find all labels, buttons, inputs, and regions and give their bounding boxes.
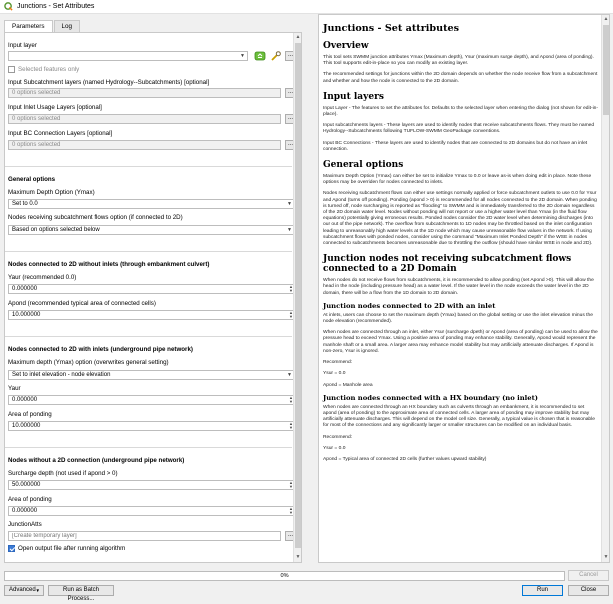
help-paragraph: Apond = Manhole area: [323, 382, 373, 388]
subcatchment-flows-value: Based on options selected below: [12, 227, 100, 233]
section-divider: [5, 251, 292, 252]
tab-bar: [4, 20, 81, 32]
bc-connection-label: Input BC Connection Layers [optional]: [8, 130, 113, 137]
junction-atts-label: JunctionAtts: [8, 521, 42, 528]
parameters-panel: [4, 32, 302, 563]
spin-arrows-icon[interactable]: ▲ ▼: [289, 310, 293, 319]
help-paragraph: Input BC Connections - These layers are used to identify nodes that are connected to 2D domains but do not have an inlet connection.: [323, 140, 588, 152]
spin-arrows-icon[interactable]: ▲ ▼: [289, 284, 293, 293]
scroll-up-icon[interactable]: ▲: [295, 34, 301, 40]
help-paragraph: Input subcatchments layers - These layers are used to identify nodes that receive subcatchments flows. They must be named Hydrology--Subcatchments following TUFLOW-SWMM GeoPackage conventions.: [323, 123, 595, 135]
no-2d-area-spinbox[interactable]: [8, 506, 295, 516]
subcatchments-field[interactable]: 0 options selected: [8, 88, 281, 98]
title-bar: [0, 0, 613, 14]
batch-process-button[interactable]: Run as Batch Process...: [48, 585, 114, 596]
help-heading: Overview: [323, 41, 369, 51]
with-inlets-yaur-value: 0.000000: [12, 397, 38, 403]
help-content: [323, 19, 599, 468]
with-inlets-area-spinbox[interactable]: [8, 421, 295, 431]
no-2d-area-value: 0.000000: [12, 508, 38, 514]
help-paragraph: Ysur = 0.0: [323, 371, 346, 377]
chevron-down-icon: ▼: [287, 227, 292, 233]
section-divider: [5, 447, 292, 448]
iterate-icon[interactable]: [254, 51, 266, 61]
help-paragraph: At inlets, users can choose to set the maximum depth (Ymax) based on the global setting or use the inlet elevation minus the node elevation (recommended).: [323, 312, 593, 325]
subcatchment-flows-combo[interactable]: [8, 225, 295, 235]
help-paragraph: The recommended settings for junctions within the 2D domain depends on whether the node receive flow from a subcatchment and whether and how the node is connected to the 2D domain.: [323, 72, 598, 84]
surcharge-value: 50.000000: [12, 482, 41, 488]
subcatchments-label: Input Subcatchment layers (named Hydrology--Subcatchments) [optional]: [8, 79, 210, 86]
help-paragraph: This tool sets SWMM junction attributes Ymax (Maximum depth), Ysur (maximum surge depth), and Apond (area of ponding). This tool supports edit-in-place so you can modify an existing layer.: [323, 55, 594, 67]
surcharge-label: Surcharge depth (not used if apond > 0): [8, 470, 118, 477]
input-layer-label: Input layer: [8, 42, 37, 49]
scroll-up-icon[interactable]: ▲: [603, 16, 609, 22]
no-inlets-yaur-spinbox[interactable]: [8, 284, 295, 294]
chevron-down-icon: ▼: [287, 372, 292, 378]
tab-parameters[interactable]: Parameters: [4, 20, 53, 33]
help-paragraph: Nodes receiving subcatchment flows can either use settings normally applied or force subcatchment outlets to use 0.0 for Ysur and Apond (turns off ponding). Ponding (apond > 0) is recommended for all nodes connected to the 2D domain. When ponding is turned off, node surcharging is reported as "flooding" to SWMM and is immediately transferred to the 2D domain regardless of the 2D domain water level. Nodes without ponding will not report or use a higher water level than Ymax (in the fluid flow equations) potentially giving erroneous results. Ponded nodes consider the 2D water level when determining discharges (into our out of the pipe network). The overflow from subcatchments to 1D nodes may be throttled based on the inlet configuration leading to unreasonably high water levels at the 1D node which may cause unreasonable flow values in the network. If using subcatchment flows with ponded nodes, consider using the command "Maximum Inlet Ponded Depth" if the WSE in nodes connected to subcatchments becomes unreasonable due to throttling the outflow (should have similar WSE in node and 2D).: [323, 191, 597, 247]
with-inlets-area-label: Area of ponding: [8, 411, 52, 418]
spin-arrows-icon[interactable]: ▲ ▼: [289, 395, 293, 404]
max-depth-option-combo[interactable]: [8, 199, 295, 209]
advanced-button[interactable]: [4, 585, 44, 596]
spin-arrows-icon[interactable]: ▲ ▼: [289, 506, 293, 515]
max-depth-option-label: Maximum Depth Option (Ymax): [8, 189, 95, 196]
close-button[interactable]: Close: [568, 585, 609, 596]
with-inlets-max-depth-value: Set to inlet elevation - node elevation: [12, 372, 111, 378]
window-title: Junctions - Set Attributes: [17, 3, 95, 10]
qgis-logo-icon: [4, 2, 13, 11]
help-heading: General options: [323, 160, 404, 171]
scroll-down-icon[interactable]: ▼: [295, 554, 301, 560]
no-inlets-yaur-label: Yaur (recommended 0.0): [8, 274, 77, 281]
with-inlets-max-depth-combo[interactable]: [8, 370, 295, 380]
with-inlets-heading: Nodes connected to 2D with inlets (underground pipe network): [8, 346, 193, 353]
input-layer-combo[interactable]: [8, 51, 248, 61]
parameters-scrollbar[interactable]: [293, 33, 301, 562]
section-divider: [5, 336, 292, 337]
help-paragraph: Maximum Depth Option (Ymax) can either be set to initialize Ymax to 0.0 or leave as-is when doing edit in place. Note these options may be overriden for nodes connected to inlets.: [323, 174, 592, 186]
advanced-label: Advanced: [9, 587, 36, 593]
run-button[interactable]: Run: [522, 585, 563, 596]
help-sections: [323, 41, 599, 463]
with-inlets-yaur-spinbox[interactable]: [8, 395, 295, 405]
subcatchment-flows-label: Nodes receiving subcatchment flows option (if connected to 2D): [8, 214, 183, 221]
no-inlets-apond-spinbox[interactable]: [8, 310, 295, 320]
help-heading: Junction nodes connected to 2D with an inlet: [323, 301, 496, 310]
with-inlets-max-depth-label: Maximum depth (Ymax) option (overwrites general setting): [8, 359, 169, 366]
no-inlets-heading: Nodes connected to 2D without inlets (through embankment culvert): [8, 261, 210, 268]
cancel-button[interactable]: Cancel: [568, 570, 609, 581]
help-paragraph: When nodes do not receive flows from subcatchments, it is recommended to allow ponding (set Apond >0). This will allow the head in the node (including pressure head) as a water level. If the water level in the node exceeds the water level in the 2D domain, there will be a flow from the 1D domain to 2D domain.: [323, 278, 594, 296]
no-inlets-apond-label: Apond (recommended typical area of connected cells): [8, 300, 156, 307]
help-paragraph: Ysur = 0.0: [323, 445, 346, 451]
inlet-usage-label: Input Inlet Usage Layers [optional]: [8, 104, 102, 111]
help-heading: Junction nodes not receiving subcatchment flows connected to a 2D Domain: [323, 254, 572, 275]
selected-only-label: Selected features only: [18, 66, 80, 73]
no-2d-heading: Nodes without a 2D connection (underground pipe network): [8, 457, 185, 464]
subcatchments-browse-button[interactable]: ...: [285, 88, 296, 98]
inlet-usage-field[interactable]: 0 options selected: [8, 114, 281, 124]
wrench-icon[interactable]: [270, 51, 282, 61]
chevron-down-icon: ▼: [240, 53, 245, 59]
open-output-label: Open output file after running algorithm: [18, 545, 126, 552]
spin-arrows-icon[interactable]: ▲ ▼: [289, 421, 293, 430]
spin-arrows-icon[interactable]: ▲ ▼: [289, 480, 293, 489]
with-inlets-area-value: 10.000000: [12, 423, 41, 429]
bc-connection-field[interactable]: 0 options selected: [8, 140, 281, 150]
general-options-heading: General options: [8, 176, 56, 183]
bc-connection-browse-button[interactable]: ...: [285, 140, 296, 150]
no-inlets-yaur-value: 0.000000: [12, 286, 38, 292]
scroll-down-icon[interactable]: ▼: [603, 554, 609, 560]
inlet-usage-browse-button[interactable]: ...: [285, 114, 296, 124]
help-paragraph: When nodes are connected through an HX boundary such as culverts through an embankment, it is recommended to set apond (area of ponding) to the approximate area of connected cells. A larger area of ponding may improve stability but may artificially attenuate discharges. This will depend on the model cell size. Generally, a typical value is chosen that is reasonable for most of the connections and any significantly larger or smaller structures can be modified on an individual basis.: [323, 404, 595, 429]
with-inlets-yaur-label: Yaur: [8, 385, 21, 392]
surcharge-spinbox[interactable]: [8, 480, 295, 490]
open-output-checkbox[interactable]: [8, 545, 15, 552]
help-paragraph: Recommend:: [323, 360, 353, 366]
max-depth-option-value: Set to 0.0: [12, 201, 38, 207]
selected-only-checkbox[interactable]: [8, 66, 15, 73]
chevron-down-icon: ▼: [287, 201, 292, 207]
chevron-down-icon: ▼: [35, 588, 40, 593]
junction-atts-input[interactable]: [8, 531, 281, 541]
help-panel: [318, 14, 610, 563]
no-inlets-apond-value: 10.000000: [12, 312, 41, 318]
help-paragraph: Apond = Typical area of connected 2D cells (further values upward stability): [323, 456, 487, 462]
junction-atts-browse-button[interactable]: ...: [285, 531, 296, 541]
help-scrollbar[interactable]: [601, 15, 609, 562]
scrollbar-thumb[interactable]: [603, 25, 609, 115]
help-heading: Input layers: [323, 91, 384, 102]
tab-log[interactable]: Log: [54, 20, 81, 32]
no-2d-area-label: Area of ponding: [8, 496, 52, 503]
scrollbar-thumb[interactable]: [295, 43, 301, 548]
progress-bar: [4, 571, 565, 581]
help-paragraph: Input Layer - The features to set the attributes for. Defaults to the selected layer when entering the dialog (not shown for edit-in-place).: [323, 105, 599, 118]
progress-text: 0%: [280, 573, 289, 579]
help-paragraph: When nodes are connected through an inlet, either Ysur (surcharge dpeth) or Apond (area of ponding) can be used to allow the pressure head to exceed Ymax. Using a positive area of ponding may enhance stability. Generally, Apond would represent the manhole shaft or a small area. A larger area may enhance model stability but may artificially attenuate discharges. If Apond is non-zero, Ysur is ignored.: [323, 330, 598, 354]
help-paragraph: Recommend:: [323, 434, 353, 440]
input-layer-browse-button[interactable]: ...: [285, 51, 296, 61]
help-title: Junctions - Set attributes: [323, 23, 460, 34]
help-heading: Junction nodes connected with a HX boundary (no inlet): [323, 393, 538, 402]
section-divider: [5, 166, 292, 167]
